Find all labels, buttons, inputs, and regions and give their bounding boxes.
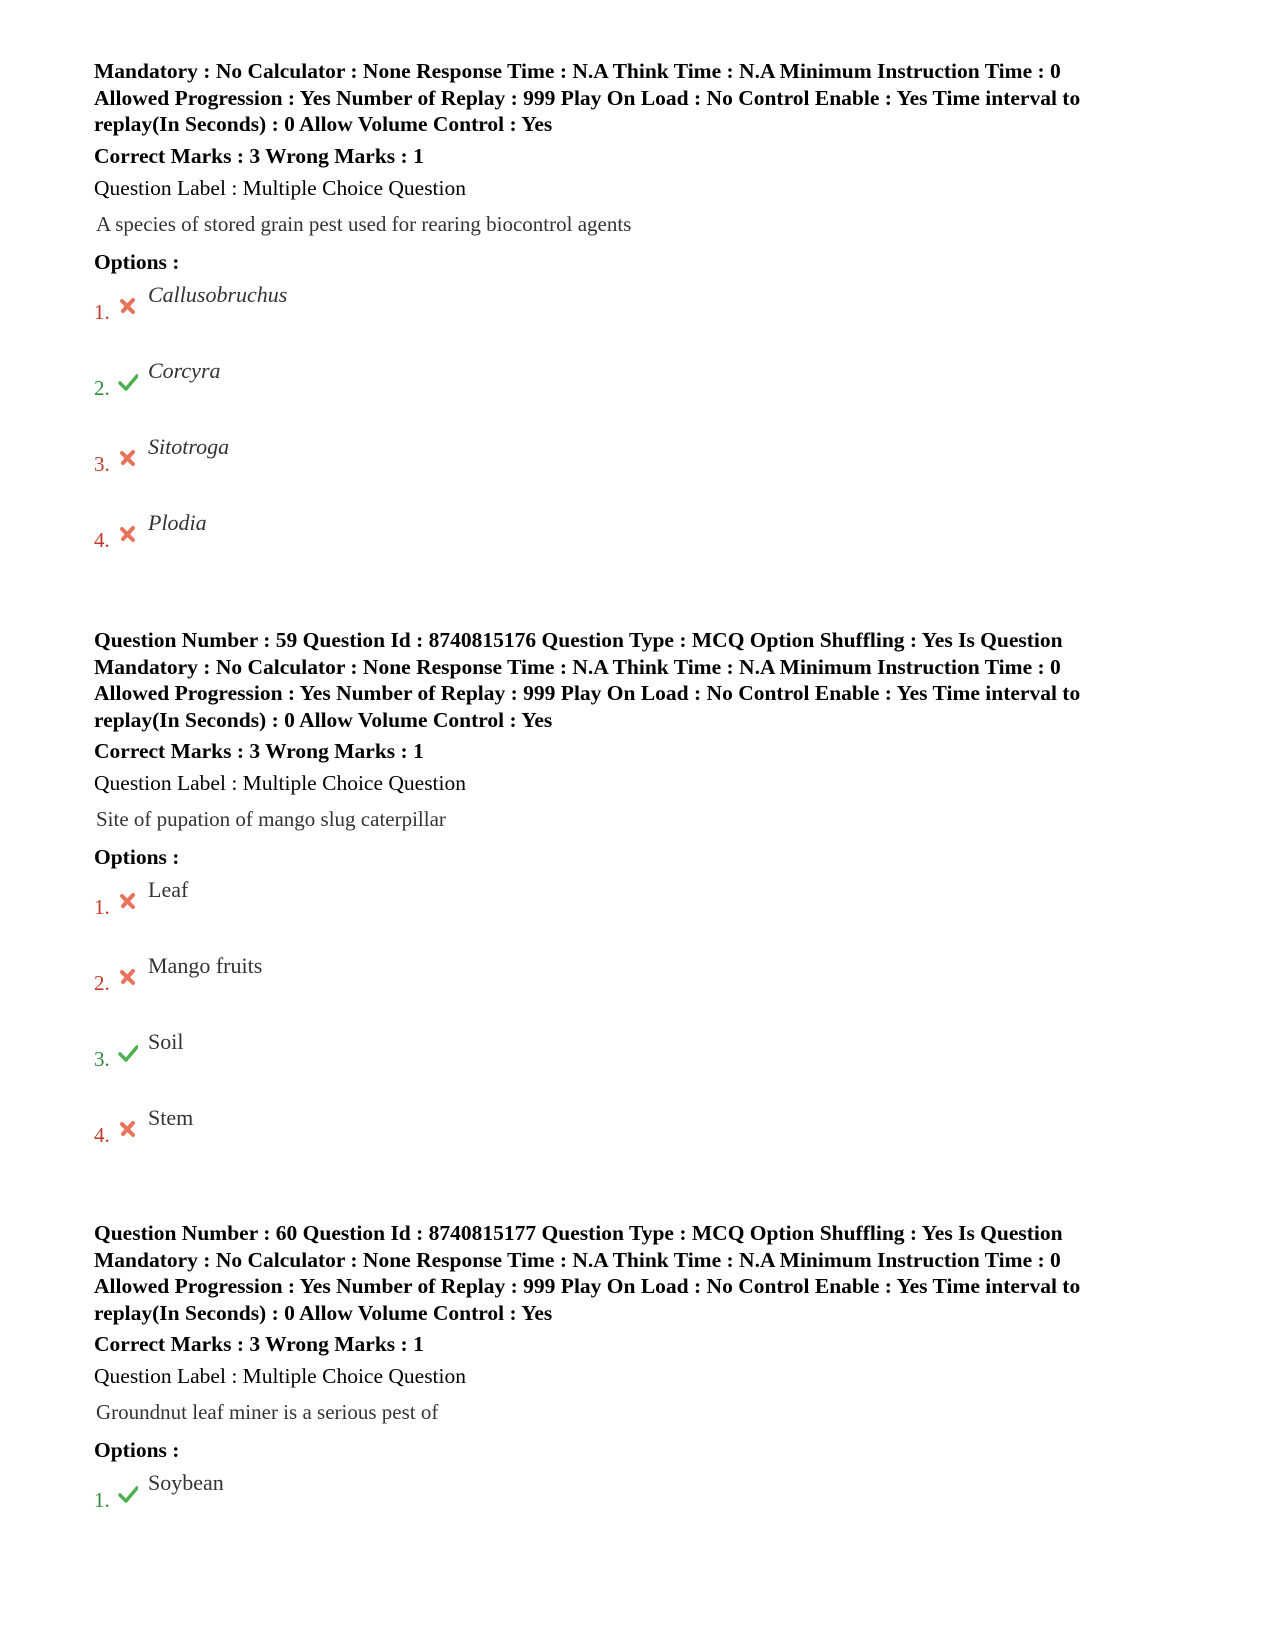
cross-icon	[118, 524, 138, 544]
option-2	[94, 952, 1194, 1028]
option-4	[94, 509, 1194, 585]
cross-icon	[118, 1119, 138, 1139]
question-label: Question Label : Multiple Choice Question	[94, 175, 467, 200]
option-1	[94, 1469, 1194, 1545]
question-text: Site of pupation of mango slug caterpillar	[96, 807, 446, 831]
option-number: 4.	[94, 1123, 110, 1147]
question-59	[94, 627, 1194, 1180]
marks-line: Correct Marks : 3 Wrong Marks : 1	[94, 1332, 424, 1356]
option-text: Corcyra	[148, 357, 221, 383]
question-60	[94, 1220, 1194, 1545]
check-icon	[118, 372, 138, 392]
question-text: Groundnut leaf miner is a serious pest of	[96, 1400, 439, 1424]
option-text: Leaf	[148, 877, 189, 902]
options-list	[94, 1469, 1194, 1545]
option-text: Soybean	[148, 1470, 224, 1495]
option-text: Stem	[148, 1105, 194, 1130]
option-number: 1.	[94, 299, 110, 324]
check-icon	[118, 1043, 138, 1063]
option-1	[94, 281, 1194, 357]
option-3	[94, 433, 1194, 509]
options-heading: Options :	[94, 1438, 180, 1462]
options-list	[94, 281, 1194, 585]
question-text: A species of stored grain pest used for rearing biocontrol agents	[96, 211, 632, 236]
options-heading: Options :	[94, 249, 180, 274]
cross-icon	[118, 891, 138, 911]
option-number: 3.	[94, 451, 110, 476]
question-meta: Question Number : 59 Question Id : 8740815176 Question Type : MCQ Option Shuffling : Yes Is Question Mandatory : No Calculator : None Response Time : N.A Think Time : N.A Minimum Instruction Time : 0 Allowed Progression : Yes Number of Replay : 999 Play On Load : No Control Enable : Yes Time interval to replay(In Seconds) : 0 Allow Volume Control : Yes	[94, 628, 1081, 732]
question-label: Question Label : Multiple Choice Question	[94, 771, 467, 795]
option-4	[94, 1104, 1194, 1180]
option-number: 2.	[94, 971, 110, 995]
option-number: 2.	[94, 375, 110, 400]
option-text: Callusobruchus	[148, 281, 288, 307]
option-number: 1.	[94, 1488, 110, 1512]
option-text: Mango fruits	[148, 953, 263, 978]
option-3	[94, 1028, 1194, 1104]
option-text: Plodia	[148, 509, 207, 535]
marks-line: Correct Marks : 3 Wrong Marks : 1	[94, 739, 424, 763]
option-1	[94, 876, 1194, 952]
question-meta: Question Number : 60 Question Id : 8740815177 Question Type : MCQ Option Shuffling : Yes Is Question Mandatory : No Calculator : None Response Time : N.A Think Time : N.A Minimum Instruction Time : 0 Allowed Progression : Yes Number of Replay : 999 Play On Load : No Control Enable : Yes Time interval to replay(In Seconds) : 0 Allow Volume Control : Yes	[94, 1221, 1081, 1325]
check-icon	[118, 1484, 138, 1504]
question-meta: Mandatory : No Calculator : None Response Time : N.A Think Time : N.A Minimum Instruction Time : 0 Allowed Progression : Yes Number of Replay : 999 Play On Load : No Control Enable : Yes Time interval to replay(In Seconds) : 0 Allow Volume Control : Yes	[94, 59, 1081, 136]
option-text: Sitotroga	[148, 433, 230, 459]
cross-icon	[118, 296, 138, 316]
option-number: 3.	[94, 1047, 110, 1071]
question-label: Question Label : Multiple Choice Question	[94, 1364, 467, 1388]
option-number: 4.	[94, 527, 110, 552]
options-heading: Options :	[94, 845, 180, 869]
question-58	[94, 58, 1194, 585]
cross-icon	[118, 967, 138, 987]
option-number: 1.	[94, 895, 110, 919]
option-text: Soil	[148, 1029, 184, 1054]
options-list	[94, 876, 1194, 1180]
marks-line: Correct Marks : 3 Wrong Marks : 1	[94, 143, 424, 168]
option-2	[94, 357, 1194, 433]
cross-icon	[118, 448, 138, 468]
